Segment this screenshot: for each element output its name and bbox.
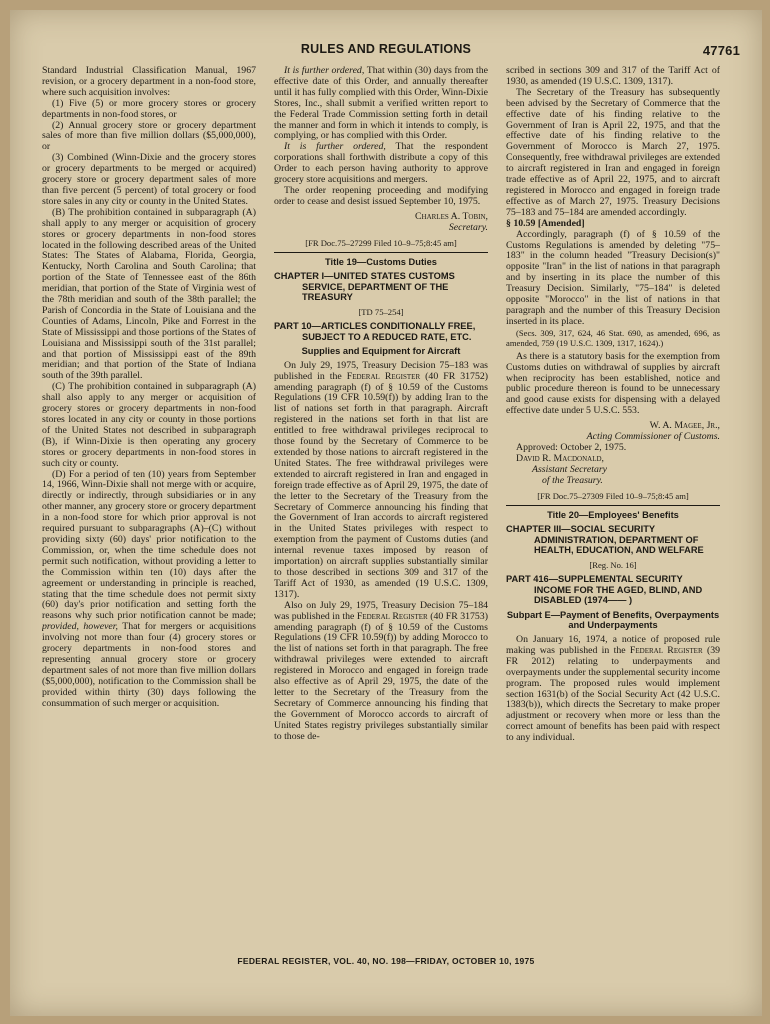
divider: [274, 252, 488, 253]
subject-heading: Supplies and Equipment for Aircraft: [301, 346, 461, 357]
divider: [506, 505, 720, 506]
signature-title: Acting Commissioner of Customs.: [586, 431, 720, 443]
paragraph: (1) Five (5) or more grocery stores or grocery departments in non-food stores, or: [42, 97, 256, 120]
text-run: That within (30) days from the effective date of this Order, and annually thereafter until it has fully complied with this Order, Winn-Dixie Stores, Inc., shall submit a verified written report to the Federal Trade Commission setting forth in detail the manner and form in which it intends to comply, is complying, or has complied with this Order.: [274, 66, 488, 142]
title-heading: Title 19—Customs Duties: [325, 256, 437, 267]
part-heading: PART 10—ARTICLES CONDITIONALLY FREE, SUBJECT TO A REDUCED RATE, ETC.: [274, 320, 476, 342]
text-run: On January 16, 1974, a notice of proposed rule making was published in the: [506, 633, 720, 656]
paragraph: scribed in sections 309 and 317 of the Tariff Act of 1930, as amended (19 U.S.C. 1309, 1317).: [506, 66, 720, 87]
paragraph: Accordingly, paragraph (f) of § 10.59 of the Customs Regulations is amended by deleting "75–183" in the column headed "Treasury Decision(s)" opposite "Iran" in the list of nations in that paragraph and by inserting in its place the number of this Treasury Decision. Similarly, "75–184" is deleted opposite "Morocco" in the list of nations in that paragraph and the number of this Treasury Decision inserted in its place.: [506, 228, 720, 327]
authority-citation: (Secs. 309, 317, 624, 46 Stat. 690, as amended, 696, as amended, 759 (19 U.S.C. 1309, 1317, 1624).): [506, 327, 720, 348]
text-run: (D) For a period of ten (10) years from September 14, 1966, Winn-Dixie shall not merge with or acquire, directly or indirectly, through subsidiaries or in any other manner, any grocery store or grocery department in a non-food store for which prior approval is not required pursuant to subparagraphs (A)–(C) without providing sixty (60) days' prior notification to the Commission, or, when the time schedule does not permit such notification, without providing a letter to the Commission within ten (10) days after the agreement or understanding in principle is reached, stating that the time schedule does not permit sixty (60) day's prior notification and setting forth the reasons why such prior notification cannot be made;: [42, 468, 256, 622]
signature-name: David R. Macdonald,: [516, 452, 604, 464]
paragraph: [42, 470, 256, 710]
text-run-italic: It is further ordered,: [284, 141, 386, 153]
text-run-smallcaps: Federal Register: [629, 644, 703, 656]
text-run: That for mergers or acquisitions involving not more than four (4) grocery stores or grocery departments in non-food stores and representing annual grocery store or grocery department sales of not more than five million dollars ($5,000,000), notification to the Commission shall be provided within thirty (30) days following the consummation of such merger or acquisition.: [42, 621, 256, 709]
signature-title: Secretary.: [448, 221, 488, 233]
text-run: On July 29, 1975, Treasury Decision 75–183 was published in the: [274, 359, 488, 382]
paragraph: (C) The prohibition contained in subparagraph (A) shall also apply to any merger or acquisition of grocery stores or grocery departments in non-food stores located in any city or county in those portions of the United States not described in subparagraph (B), if Winn-Dixie is then operating any grocery stores or grocery departments in non-food stores in such city or county.: [42, 381, 256, 469]
text-run-italic: It is further ordered,: [284, 66, 365, 76]
subpart-heading: Subpart E—Payment of Benefits, Overpayments and Underpayments: [506, 609, 720, 631]
fr-doc-line: [FR Doc.75–27299 Filed 10–9–75;8:45 am]: [305, 237, 457, 248]
text-run-italic: provided, however,: [42, 621, 118, 633]
paragraph: As there is a statutory basis for the exemption from Customs duties on withdrawal of supplies by aircraft when reciprocity has been established, notice and public procedure thereon is found to be unnecessary and good cause exists for dispensing with a delayed effective date under 5 U.S.C. 553.: [506, 350, 720, 417]
signature-title: Assistant Secretary: [532, 463, 608, 475]
page-header: [10, 40, 762, 62]
paragraph: The order reopening proceeding and modifying order to cease and desist issued September 10, 1975.: [274, 184, 488, 207]
paragraph: (3) Combined (Winn-Dixie and the grocery stores or grocery departments to be merged or acquired) grocery store or grocery department sales of more than five percent (5 percent) of total grocery or food store sales in any city or county in the United States.: [42, 152, 256, 207]
text-run-smallcaps: Federal Register: [346, 370, 421, 382]
paragraph: (B) The prohibition contained in subparagraph (A) shall apply to any merger or acquisition of grocery stores or grocery departments in non-food stores located in the following described areas of the United States: The States of Alabama, Florida, Georgia, Kentucky, North Carolina and South Carolina; that portion of the State of Tennessee east of the 86th meridian, that portion of the State of Virginia west of the 78th meridian and south of the 38th parallel; the Parish of Concordia in the State of Louisiana and the Counties of Adams, Lincoln, Pike and Forrest in the State of Mississippi and those portions of the States of Louisiana and Mississippi south of the 31st parallel; and that portion of Mississippi east of the 89th meridian; and that portion of the State of Indiana south of the 39th parallel.: [42, 206, 256, 382]
document-page: [10, 10, 762, 1016]
title-heading: Title 20—Employees' Benefits: [547, 509, 679, 520]
column-2: [274, 66, 488, 946]
paragraph: The Secretary of the Treasury has subsequently been advised by the Secretary of Commerce that the effective date of his finding relative to the Government of Iran is April 22, 1975, and that the effective date of his finding relative to the Government of Morocco is March 27, 1975. Consequently, free withdrawal privileges are extended to aircraft registered in Iran and engaged in foreign trade effective as of April 22, 1975, and to aircraft registered in Morocco and engaged in foreign trade effective as of March 27, 1975. Treasury Decisions 75–183 and 75–184 are amended accordingly.: [506, 86, 720, 218]
text-run: Also on July 29, 1975, Treasury Decision 75–184 was published in the: [274, 599, 488, 622]
approval-line: Approved: October 2, 1975.: [516, 442, 627, 453]
chapter-heading: CHAPTER III—SOCIAL SECURITY ADMINISTRATION, DEPARTMENT OF HEALTH, EDUCATION, AND WELFARE: [506, 524, 704, 556]
paragraph: Standard Industrial Classification Manual, 1967 revision, or a grocery department in a non-food store, where such acquisition involves:: [42, 66, 256, 98]
part-heading: PART 416—SUPPLEMENTAL SECURITY INCOME FOR THE AGED, BLIND, AND DISABLED (1974—— ): [506, 574, 703, 606]
text-run: (39 FR 2012) relating to underpayments and overpayments under the supplemental security income program. The proposed rules would implement section 1631(b) of the Social Security Act (42 U.S.C. 1383(b)), which directs the Secretary to make proper adjustment or recovery when more or less than the correct amount of benefits has been paid with respect to any individual.: [506, 644, 720, 744]
signature-title: of the Treasury.: [542, 474, 603, 486]
column-1: [42, 66, 256, 946]
signature-name: Charles A. Tobin,: [414, 210, 488, 222]
text-run: That the respondent corporations shall forthwith distribute a copy of this Order to each person having authority to approve grocery store acquisitions and mergers.: [274, 141, 488, 186]
text-run-smallcaps: Federal Register: [356, 610, 428, 622]
paragraph: [506, 635, 720, 744]
paragraph: (2) Annual grocery store or grocery department sales of more than five million dollars ($5,000,000), or: [42, 119, 256, 153]
doc-number: [TD 75–254]: [358, 306, 404, 317]
section-heading: § 10.59 [Amended]: [506, 217, 585, 229]
paragraph: [274, 66, 488, 142]
text-run: (40 FR 31753) amending paragraph (f) of § 10.59 of the Customs Regulations (19 CFR 10.59(f)) by adding Morocco to the list of nations set forth in that paragraph. The free withdrawal privileges were extended to aircraft registered in Morocco and engaged in foreign trade also effective as of April 29, 1975, the date of the letter to the Secretary of the Treasury from the Secretary of Commerce announcing his finding that the Government of Morocco accords to aircraft of United States registry privileges substantially similar to those de-: [274, 610, 488, 742]
column-3: [506, 66, 720, 946]
doc-number: [Reg. No. 16]: [589, 560, 637, 570]
running-head: RULES AND REGULATIONS: [300, 42, 472, 56]
page-footer: FEDERAL REGISTER, VOL. 40, NO. 198—FRIDAY, OCTOBER 10, 1975: [237, 956, 535, 966]
signature-name: W. A. Magee, Jr.,: [649, 420, 720, 432]
paragraph: [274, 142, 488, 186]
page-number: 47761: [702, 43, 740, 58]
paragraph: [274, 361, 488, 601]
fr-doc-line: [FR Doc.75–27309 Filed 10–9–75;8:45 am]: [537, 490, 689, 501]
chapter-heading: CHAPTER I—UNITED STATES CUSTOMS SERVICE, DEPARTMENT OF THE TREASURY: [274, 271, 455, 303]
paragraph: [274, 601, 488, 743]
text-run: (40 FR 31752) amending paragraph (f) of § 10.59 of the Customs Regulations (19 CFR 10.59(f)) by adding Iran to the list of nations set forth in that paragraph. Aircraft registered in the nations set forth in that list are entitled to free withdrawal privileges reciprocal to those found by the Secretary of Commerce to be extended by those nations to aircraft registered in the United States. The free withdrawal privileges were extended to aircraft registered in Iran and engaged in foreign trade effective as of April 29, 1975, the date of the letter to the Secretary of the Treasury from the Secretary of Commerce announcing his finding that the Government of Iran accords to aircraft registered in the United States privileges with respect to exemption from the payment of Customs duties (and internal revenue taxes imposed by reason of importation) on aircraft supplies substantially similar to those described in sections 309 and 317 of the Tariff Act of 1930, as amended (19 U.S.C. 1309, 1317).: [274, 370, 488, 600]
